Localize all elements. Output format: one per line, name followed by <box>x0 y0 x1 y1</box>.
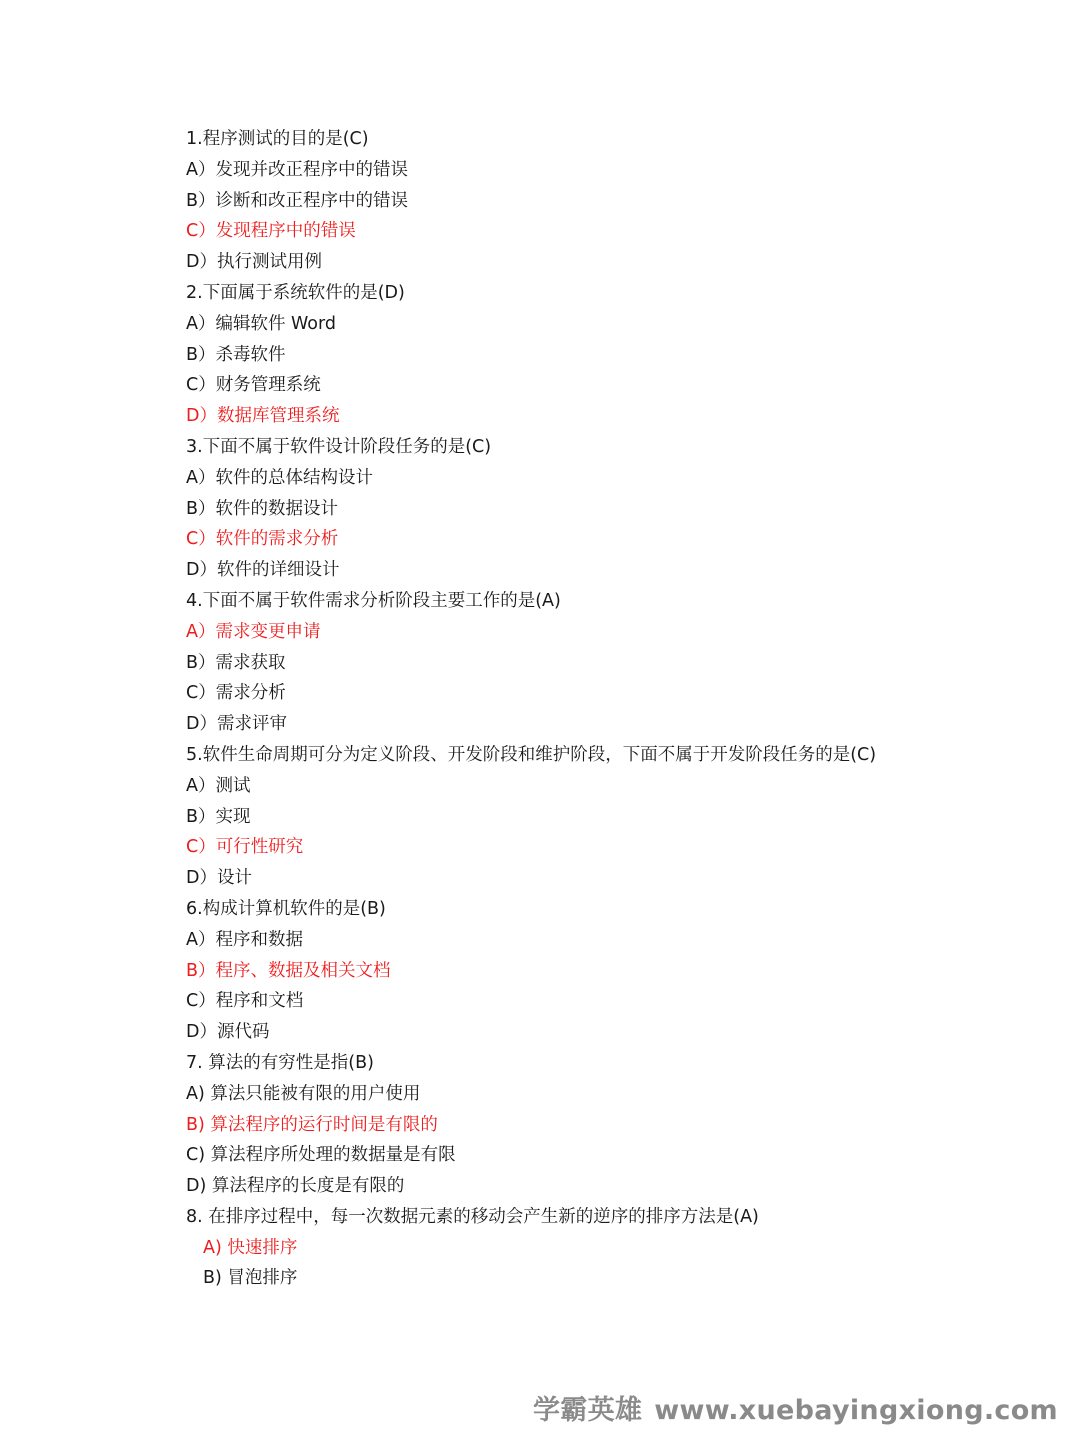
question-text: 2.下面属于系统软件的是(D) <box>186 282 405 303</box>
option-text: B）杀毒软件 <box>186 344 286 365</box>
answer-option: C）软件的需求分析 <box>186 529 339 550</box>
option-text: C）需求分析 <box>186 683 286 704</box>
option-text: A）软件的总体结构设计 <box>186 467 373 488</box>
option-text: C）程序和文档 <box>186 991 304 1012</box>
option-text: A) 算法只能被有限的用户使用 <box>186 1083 421 1104</box>
question-text: 1.程序测试的目的是(C) <box>186 129 369 149</box>
question-text: 8. 在排序过程中，每一次数据元素的移动会产生新的逆序的排序方法是(A) <box>186 1206 759 1227</box>
option-text: B) 冒泡排序 <box>203 1268 298 1289</box>
answer-option: B) 算法程序的运行时间是有限的 <box>186 1114 438 1135</box>
answer-option: C）可行性研究 <box>186 837 304 858</box>
option-text: B）软件的数据设计 <box>186 498 339 519</box>
option-text: A）发现并改正程序中的错误 <box>186 159 408 180</box>
option-text: D）需求评审 <box>186 714 287 735</box>
option-text: B）需求获取 <box>186 652 286 673</box>
option-text: C) 算法程序所处理的数据量是有限 <box>186 1145 456 1166</box>
option-text: D）设计 <box>186 868 252 889</box>
question-text: 7. 算法的有穷性是指(B) <box>186 1052 374 1073</box>
footer-url: www.xuebayingxiong.com <box>654 1395 1058 1426</box>
quiz-content <box>186 124 1046 1294</box>
option-text: D）源代码 <box>186 1022 270 1043</box>
answer-option: C）发现程序中的错误 <box>186 221 356 242</box>
footer-brand: 学霸英雄 <box>533 1395 643 1426</box>
question-text: 4.下面不属于软件需求分析阶段主要工作的是(A) <box>186 590 561 611</box>
option-text: A）编辑软件 Word <box>186 313 337 334</box>
footer-watermark <box>533 1388 1058 1427</box>
option-text: D）执行测试用例 <box>186 252 322 273</box>
answer-option: B）程序、数据及相关文档 <box>186 960 391 981</box>
question-text: 5.软件生命周期可分为定义阶段、开发阶段和维护阶段，下面不属于开发阶段任务的是(C) <box>186 744 877 765</box>
option-text: C）财务管理系统 <box>186 375 321 396</box>
answer-option: D）数据库管理系统 <box>186 406 340 427</box>
option-text: B）诊断和改正程序中的错误 <box>186 190 409 211</box>
answer-option: A）需求变更申请 <box>186 621 321 642</box>
question-text: 3.下面不属于软件设计阶段任务的是(C) <box>186 436 492 457</box>
option-text: B）实现 <box>186 806 251 827</box>
option-text: D）软件的详细设计 <box>186 560 340 581</box>
option-text: D) 算法程序的长度是有限的 <box>186 1176 405 1197</box>
question-text: 6.构成计算机软件的是(B) <box>186 898 386 919</box>
option-text: A）测试 <box>186 775 251 796</box>
option-text: A）程序和数据 <box>186 929 303 950</box>
answer-option: A) 快速排序 <box>203 1237 298 1258</box>
